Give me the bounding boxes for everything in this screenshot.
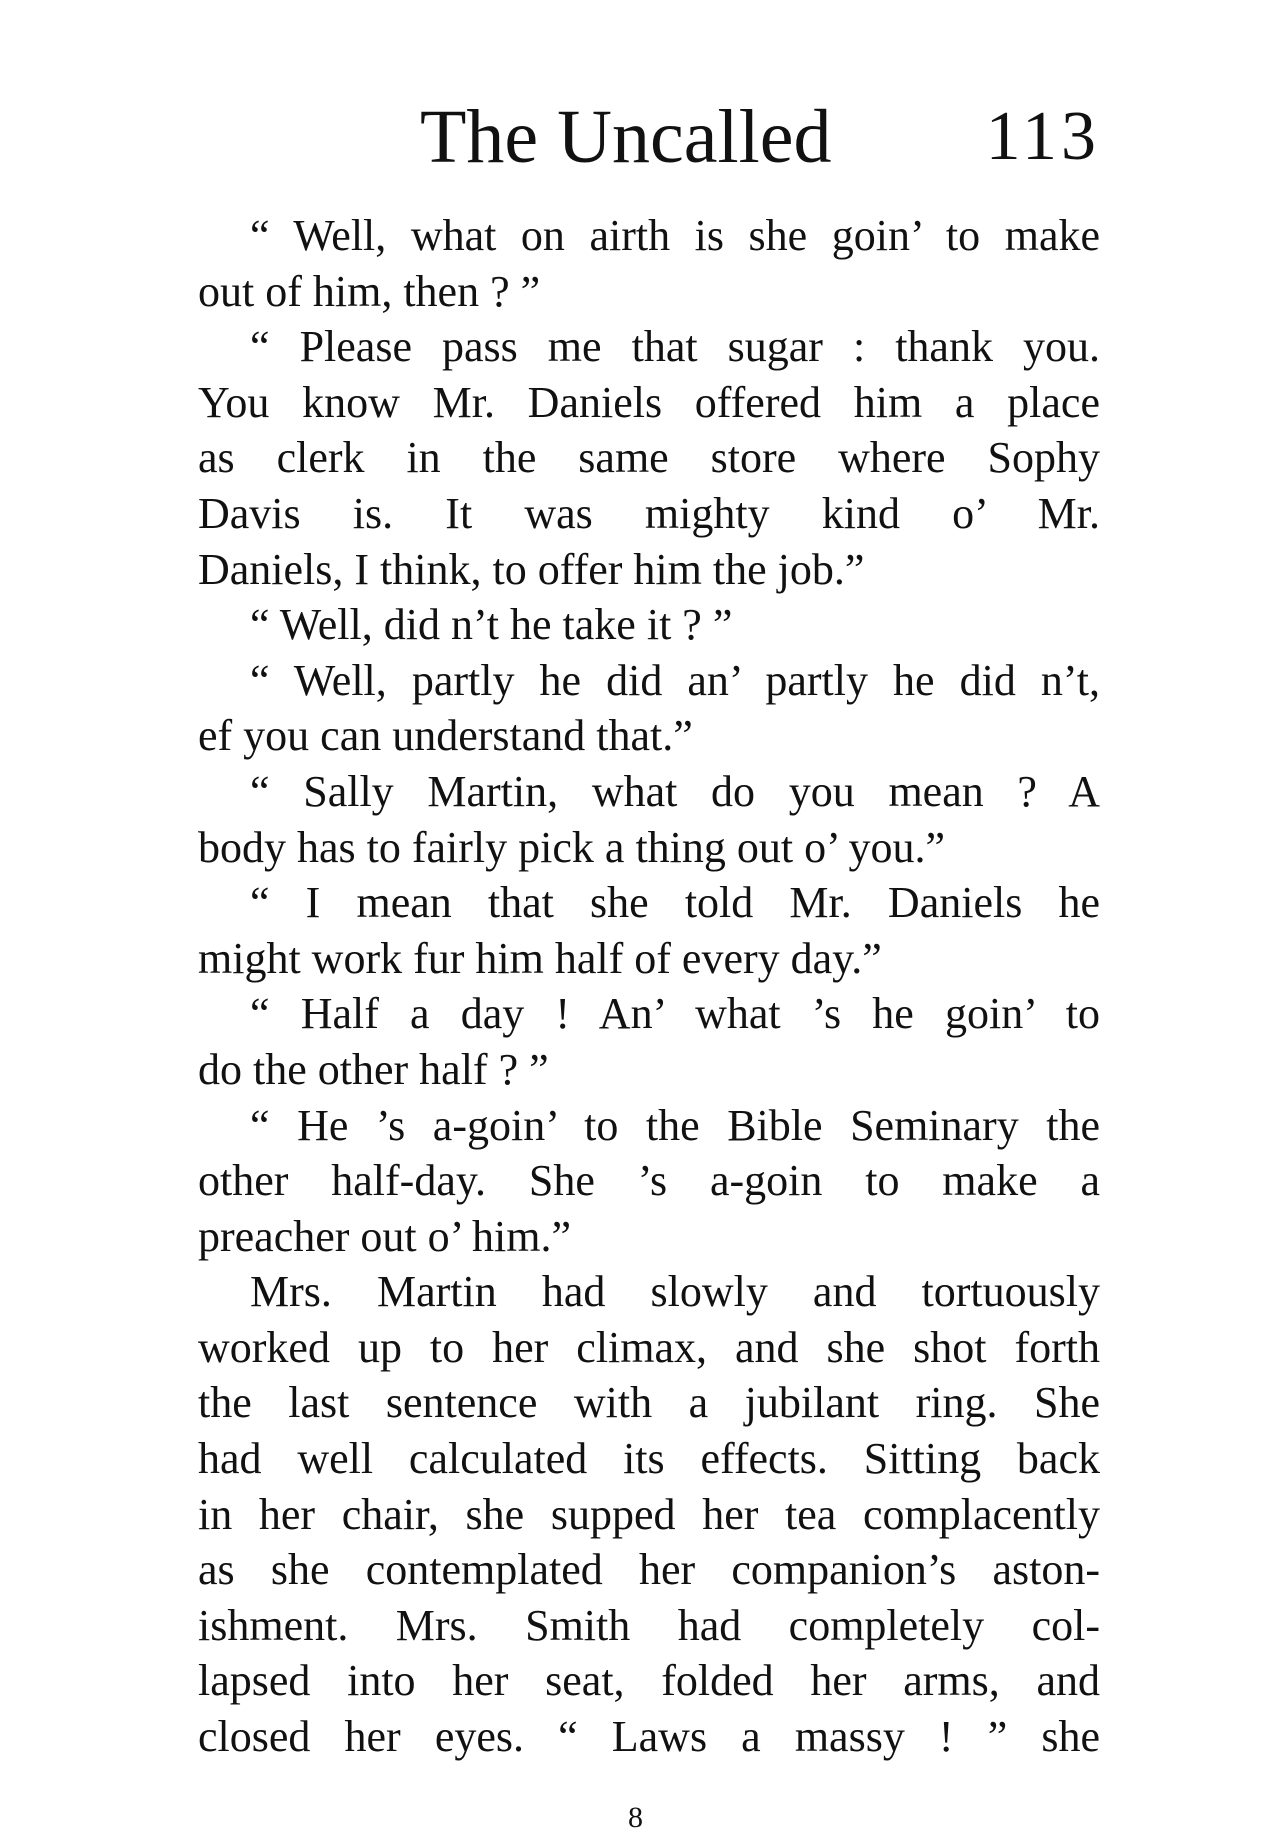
text-line: in her chair, she supped her tea complacently (198, 1489, 1100, 1539)
text-line: Daniels, I think, to offer him the job.” (198, 544, 865, 594)
text-line: “ Well, what on airth is she goin’ to make (250, 211, 1100, 260)
signature-mark: 8 (628, 1801, 643, 1834)
text-line: Davis is. It was mighty kind o’ Mr. (198, 488, 1100, 538)
text-line: You know Mr. Daniels offered him a place (198, 377, 1100, 427)
page-number: 113 (985, 98, 1100, 175)
text-line: do the other half ? ” (198, 1044, 549, 1094)
text-line: “ I mean that she told Mr. Daniels he (250, 878, 1100, 928)
text-line: “ Well, did n’t he take it ? ” (250, 600, 733, 650)
text-line: “ Half a day ! An’ what ’s he goin’ to (250, 989, 1100, 1039)
text-line: the last sentence with a jubilant ring. She (198, 1378, 1100, 1428)
text-line: ef you can understand that.” (198, 711, 693, 761)
text-line: as she contemplated her companion’s aston- (198, 1545, 1100, 1595)
text-line: “ He ’s a-goin’ to the Bible Seminary the (250, 1100, 1100, 1150)
text-line: out of him, then ? ” (198, 266, 541, 316)
text-line: as clerk in the same store where Sophy (198, 433, 1100, 483)
text-line: had well calculated its effects. Sitting back (198, 1434, 1100, 1484)
text-line: “ Sally Martin, what do you mean ? A (250, 766, 1100, 816)
text-line: preacher out o’ him.” (198, 1211, 572, 1261)
text-line: other half-day. She ’s a-goin to make a (198, 1156, 1100, 1206)
text-line: lapsed into her seat, folded her arms, and (198, 1656, 1100, 1706)
text-line: closed her eyes. “ Laws a massy ! ” she (198, 1712, 1100, 1762)
text-line: worked up to her climax, and she shot forth (198, 1322, 1100, 1372)
text-line: body has to fairly pick a thing out o’ you.” (198, 822, 946, 872)
text-line: might work fur him half of every day.” (198, 933, 882, 983)
running-header (420, 92, 1100, 182)
text-line: ishment. Mrs. Smith had completely col- (198, 1600, 1100, 1650)
text-line: Mrs. Martin had slowly and tortuously (250, 1267, 1100, 1317)
running-title: The Uncalled (420, 95, 832, 179)
body-text (198, 208, 1100, 1765)
text-line: “ Please pass me that sugar : thank you. (250, 322, 1100, 372)
text-line: “ Well, partly he did an’ partly he did n’t, (250, 655, 1100, 705)
